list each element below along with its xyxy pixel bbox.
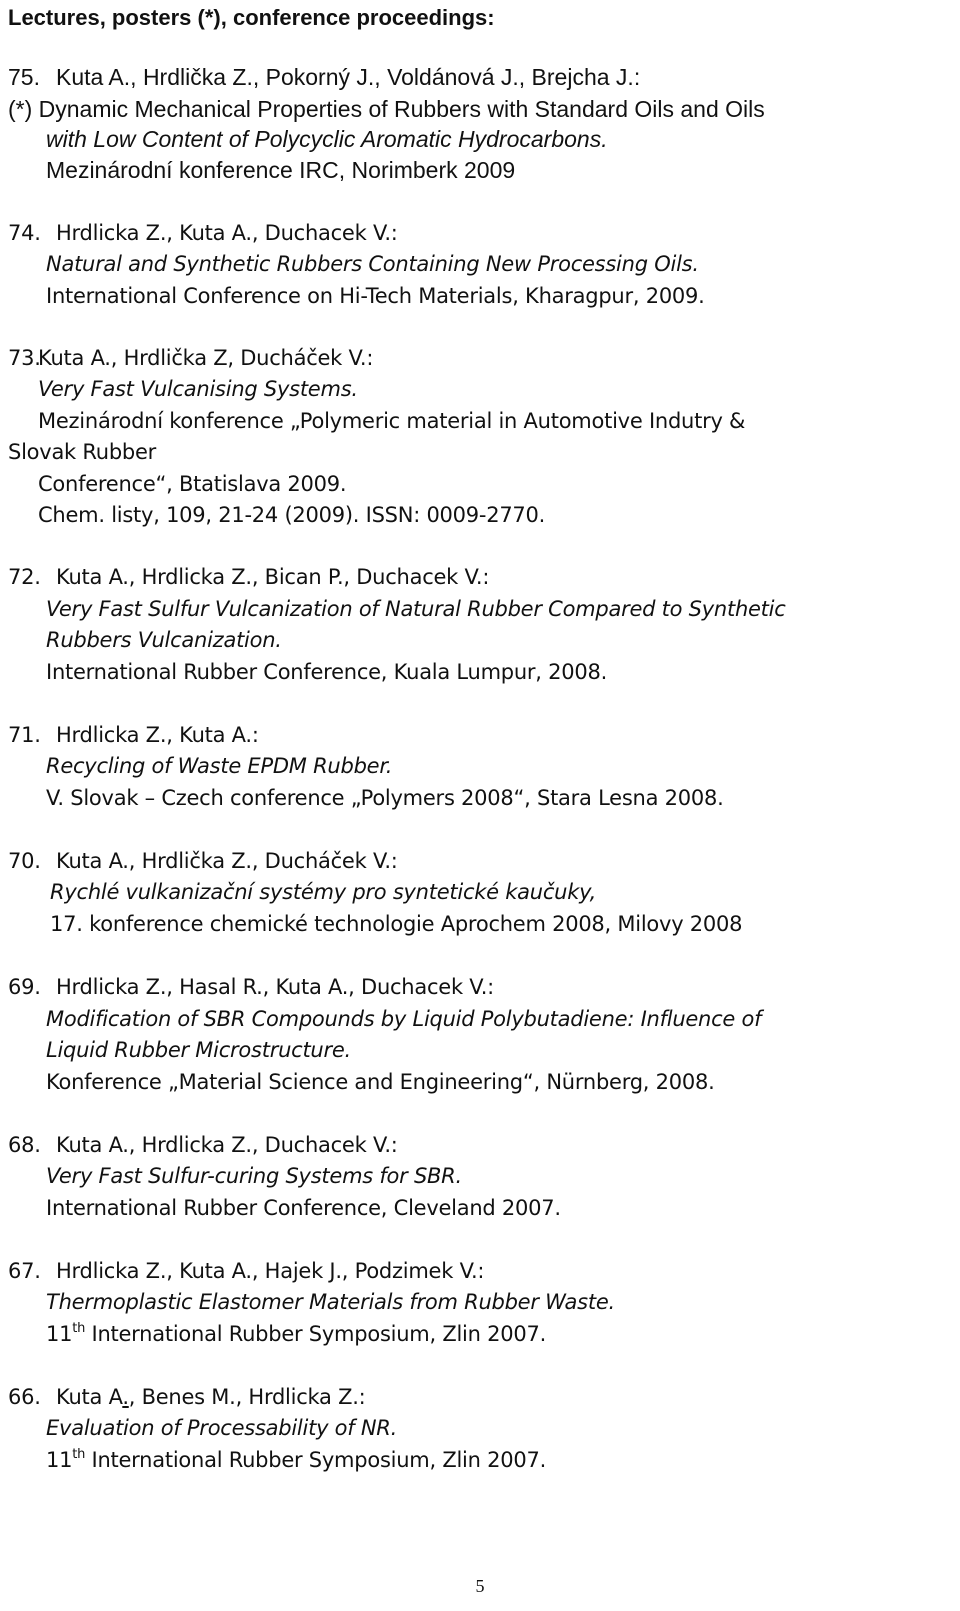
entry-68-venue: International Rubber Conference, Cleveland 2007. [46, 1196, 561, 1220]
entry-number: 68. [8, 1133, 41, 1157]
entry-number: 66. [8, 1385, 41, 1409]
entry-68-authors-line [8, 1130, 398, 1160]
entry-number: 73. [8, 346, 41, 370]
entry-73-venue-line-2: Slovak Rubber [8, 440, 157, 464]
entry-number: 75. [8, 64, 40, 90]
entry-66-authors-line [8, 1382, 366, 1412]
entry-66-venue [46, 1445, 546, 1475]
venue-text: International Rubber Symposium, Zlin 2007. [85, 1448, 546, 1472]
entry-authors: Hrdlicka Z., Kuta A., Hajek J., Podzimek V.: [56, 1259, 485, 1283]
entry-68-title: Very Fast Sulfur-curing Systems for SBR. [46, 1164, 462, 1188]
entry-authors: Kuta A., Hrdlička Z, Ducháček V.: [38, 346, 374, 370]
entry-75-authors-line [8, 62, 640, 92]
entry-69-title-line-2: Liquid Rubber Microstructure. [46, 1038, 351, 1062]
entry-72-venue: International Rubber Conference, Kuala Lumpur, 2008. [46, 660, 608, 684]
entry-73-journal: Chem. listy, 109, 21-24 (2009). ISSN: 0009-2770. [38, 503, 546, 527]
venue-ordinal-suffix: th [72, 1321, 86, 1336]
venue-ordinal: 11 [46, 1448, 73, 1472]
entry-number: 72. [8, 565, 41, 589]
entry-69-venue: Konference „Material Science and Engineering“, Nürnberg, 2008. [46, 1070, 715, 1094]
entry-number: 69. [8, 975, 41, 999]
entry-74-title: Natural and Synthetic Rubbers Containing New Processing Oils. [46, 252, 699, 276]
entry-73-venue-line-1: Mezinárodní konference „Polymeric material in Automotive Indutry & [38, 409, 746, 433]
entry-number: 71. [8, 723, 41, 747]
entry-70-venue: 17. konference chemické technologie Aprochem 2008, Milovy 2008 [50, 912, 743, 936]
entry-authors: Hrdlicka Z., Hasal R., Kuta A., Duchacek V.: [56, 975, 494, 999]
entry-72-title-line-1: Very Fast Sulfur Vulcanization of Natural Rubber Compared to Synthetic [46, 597, 786, 621]
entry-67-authors-line [8, 1256, 484, 1286]
entry-70-authors-line [8, 846, 398, 876]
entry-70-title: Rychlé vulkanizační systémy pro syntetické kaučuky, [50, 880, 597, 904]
entry-75-title-line-2: with Low Content of Polycyclic Aromatic Hydrocarbons. [46, 126, 608, 152]
entry-72-title-line-2: Rubbers Vulcanization. [46, 628, 282, 652]
entry-authors: Hrdlicka Z., Kuta A.: [56, 723, 259, 747]
entry-75-venue: Mezinárodní konference IRC, Norimberk 2009 [46, 157, 516, 183]
entry-number: 70. [8, 849, 41, 873]
entry-71-authors-line [8, 720, 259, 750]
entry-67-title: Thermoplastic Elastomer Materials from Rubber Waste. [46, 1290, 615, 1314]
entry-72-authors-line [8, 562, 489, 592]
entry-73-authors-line [8, 343, 373, 373]
venue-ordinal: 11 [46, 1322, 73, 1346]
entry-authors: Kuta A., Hrdlička Z., Pokorný J., Voldánová J., Brejcha J.: [56, 64, 641, 90]
entry-authors: Kuta A., Hrdlicka Z., Bican P., Duchacek V.: [56, 565, 490, 589]
entry-authors-dot: . [122, 1385, 129, 1409]
entry-69-title-line-1: Modification of SBR Compounds by Liquid Polybutadiene: Influence of [46, 1007, 762, 1031]
entry-75-title-line-1: (*) Dynamic Mechanical Properties of Rubbers with Standard Oils and Oils [8, 96, 765, 122]
entry-71-title: Recycling of Waste EPDM Rubber. [46, 754, 393, 778]
entry-authors: Kuta A., Hrdlička Z., Ducháček V.: [56, 849, 398, 873]
entry-authors: Kuta A., Hrdlicka Z., Duchacek V.: [56, 1133, 398, 1157]
entry-number: 67. [8, 1259, 41, 1283]
entry-66-title: Evaluation of Processability of NR. [46, 1416, 398, 1440]
entry-74-authors-line [8, 218, 398, 248]
entry-74-venue: International Conference on Hi-Tech Materials, Kharagpur, 2009. [46, 284, 705, 308]
venue-text: International Rubber Symposium, Zlin 2007. [85, 1322, 546, 1346]
entry-71-venue: V. Slovak – Czech conference „Polymers 2008“, Stara Lesna 2008. [46, 786, 724, 810]
entry-number: 74. [8, 221, 41, 245]
venue-ordinal-suffix: th [72, 1447, 86, 1462]
page-number: 5 [475, 1576, 485, 1596]
entry-73-title: Very Fast Vulcanising Systems. [38, 377, 358, 401]
entry-authors: Hrdlicka Z., Kuta A., Duchacek V.: [56, 221, 398, 245]
section-heading: Lectures, posters (*), conference proceedings: [8, 5, 495, 30]
entry-67-venue [46, 1319, 546, 1349]
entry-authors-a: Kuta A [56, 1385, 123, 1409]
entry-73-venue-line-3: Conference“, Btatislava 2009. [38, 472, 347, 496]
entry-69-authors-line [8, 972, 494, 1002]
entry-authors-b: , Benes M., Hrdlicka Z.: [128, 1385, 366, 1409]
